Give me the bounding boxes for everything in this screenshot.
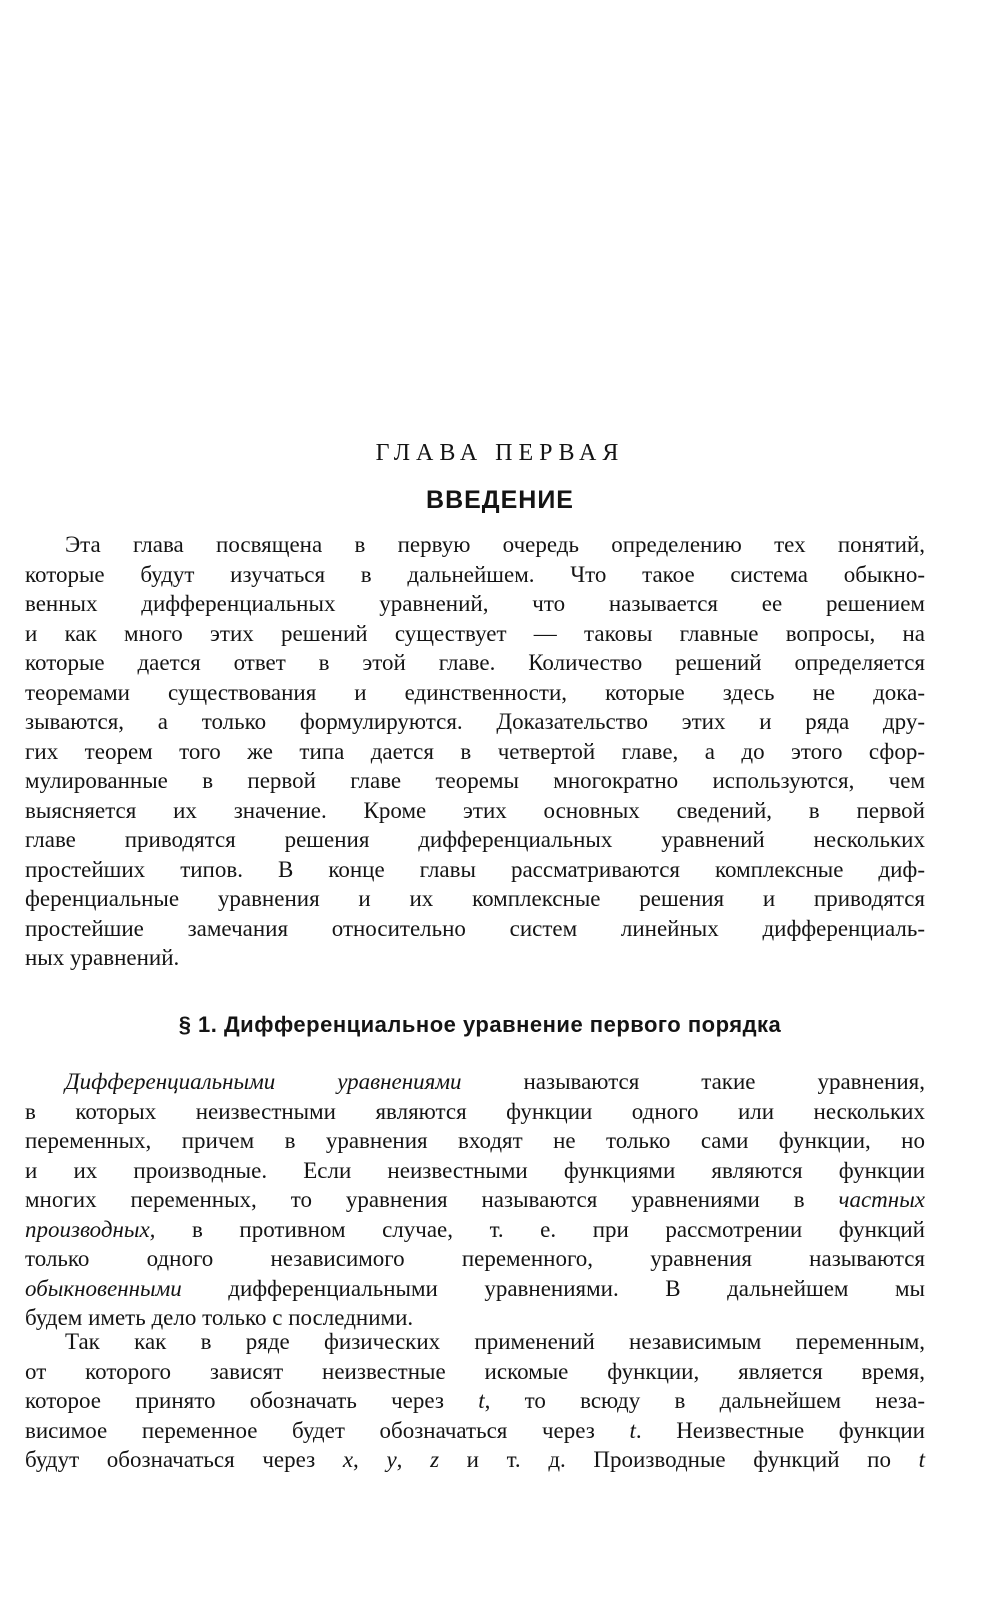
text-line xyxy=(25,1185,925,1215)
definition-paragraph xyxy=(25,1067,925,1333)
text-fragment: будут обозначаться через xyxy=(25,1447,343,1472)
chapter-title: ВВЕДЕНИЕ xyxy=(426,486,574,514)
italic-term: Дифференциальными уравнениями xyxy=(65,1069,462,1094)
text-line: простейшие замечания относительно систем линейных дифференциаль- xyxy=(25,915,925,941)
italic-term: обыкновенными xyxy=(25,1275,182,1301)
text-line: и их производные. Если неизвестными функциями являются функции xyxy=(25,1157,925,1183)
text-line xyxy=(25,1386,925,1416)
text-line: зываются, а только формулируются. Доказательство этих и ряда дру- xyxy=(25,709,925,734)
text-line: ных уравнений. xyxy=(25,945,180,970)
text-fragment: которое принято обозначать через xyxy=(25,1388,479,1413)
text-line: мулированные в первой главе теоремы многократно используются, чем xyxy=(25,768,925,793)
text-line: переменных, причем в уравнения входят не только сами функции, но xyxy=(25,1128,925,1153)
text-line: выясняется их значение. Кроме этих основных сведений, в первой xyxy=(25,797,925,823)
italic-term: частных xyxy=(838,1187,925,1212)
text-line xyxy=(25,1445,925,1475)
italic-term: производных, xyxy=(25,1216,156,1242)
text-line: только одного независимого переменного, уравнения называются xyxy=(25,1246,925,1271)
math-variable: x xyxy=(342,1447,354,1472)
math-variable: y xyxy=(386,1447,397,1472)
text-line: гих теорем того же типа дается в четвертой главе, а до этого сфор- xyxy=(25,738,925,764)
text-line: теоремами существования и единственности, которые здесь не дока- xyxy=(25,679,925,705)
intro-paragraph xyxy=(25,530,925,973)
math-variable: t xyxy=(918,1447,926,1472)
text-fragment: , то всюду в дальнейшем неза- xyxy=(484,1388,926,1413)
text-fragment: многих переменных, то уравнения называются уравнениями в xyxy=(25,1187,839,1212)
text-fragment: , xyxy=(396,1447,431,1472)
section-title: § 1. Дифференциальное уравнение первого порядка xyxy=(178,1012,782,1037)
text-line: простейших типов. В конце главы рассматриваются комплексные диф- xyxy=(25,856,925,882)
text-line: будем иметь дело только с последними. xyxy=(25,1305,414,1330)
math-variable: t xyxy=(629,1417,636,1443)
text-line: ференциальные уравнения и их комплексные решения и приводятся xyxy=(25,886,925,911)
text-fragment: называются такие уравнения, xyxy=(461,1069,925,1094)
text-line xyxy=(25,1274,925,1304)
text-line xyxy=(25,1067,925,1097)
text-line: главе приводятся решения дифференциальных уравнений нескольких xyxy=(25,827,925,852)
text-line xyxy=(25,1416,925,1446)
math-variable: z xyxy=(430,1447,440,1472)
text-line: которые дается ответ в этой главе. Количество решений определяется xyxy=(25,650,925,675)
text-fragment: висимое переменное будет обозначаться через xyxy=(25,1417,630,1443)
text-fragment: дифференциальными уравнениями. В дальнейшем мы xyxy=(181,1275,925,1301)
text-line: и как много этих решений существует — таковы главные вопросы, на xyxy=(25,620,925,646)
text-line: которые будут изучаться в дальнейшем. Что такое система обыкно- xyxy=(25,561,925,587)
text-line: венных дифференциальных уравнений, что называется ее решением xyxy=(25,591,925,616)
text-line: Так как в ряде физических применений независимым переменным, xyxy=(65,1329,925,1354)
text-line: Эта глава посвящена в первую очередь определению тех понятий, xyxy=(65,532,925,557)
text-line xyxy=(25,1215,925,1245)
text-fragment: . Неизвестные функции xyxy=(635,1417,925,1443)
text-line: от которого зависят неизвестные искомые функции, является время, xyxy=(25,1358,925,1384)
chapter-label: ГЛАВА ПЕРВАЯ xyxy=(375,440,625,466)
text-fragment: и т. д. Производные функций по xyxy=(439,1447,919,1472)
text-fragment: , xyxy=(353,1447,387,1472)
text-fragment: в противном случае, т. е. при рассмотрении функций xyxy=(155,1216,925,1242)
text-line: в которых неизвестными являются функции одного или нескольких xyxy=(25,1098,925,1124)
notation-paragraph xyxy=(25,1327,925,1475)
math-variable: t xyxy=(478,1388,485,1413)
